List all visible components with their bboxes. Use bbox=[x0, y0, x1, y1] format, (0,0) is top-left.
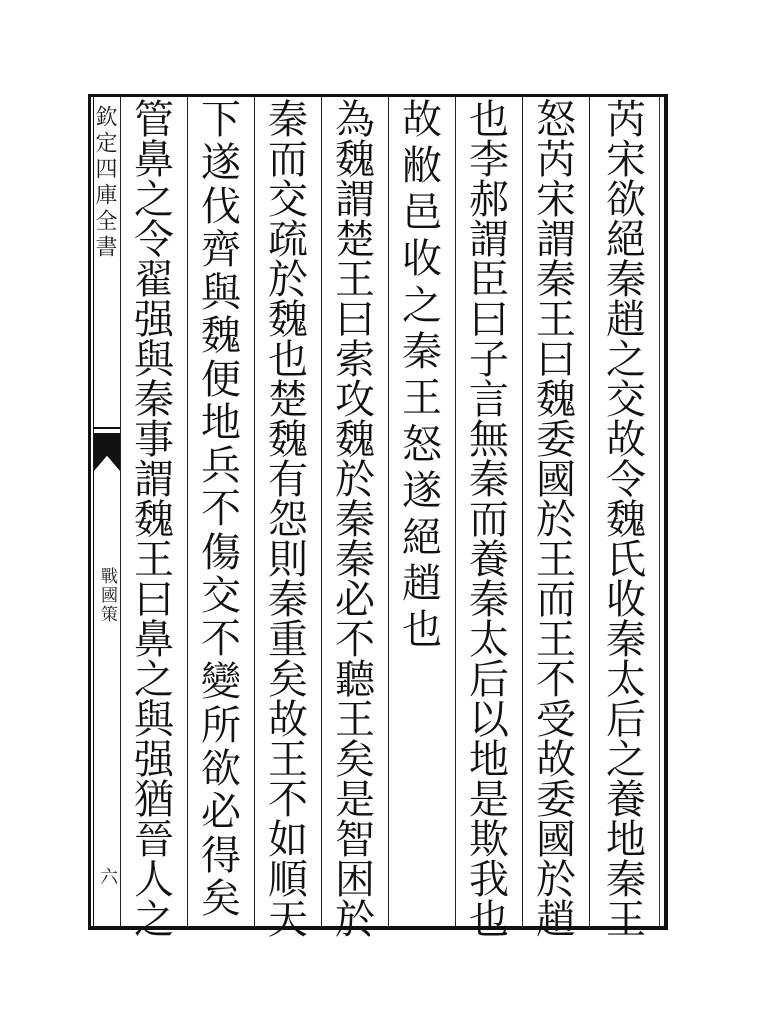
column-character: 而 bbox=[536, 577, 576, 623]
column-character: 而 bbox=[469, 497, 509, 543]
gutter-book-title: 戰國策 bbox=[97, 567, 117, 624]
column-character: 令 bbox=[134, 217, 174, 263]
column-character: 重 bbox=[268, 617, 308, 663]
column-character: 是 bbox=[469, 777, 509, 823]
column-character: 故 bbox=[268, 697, 308, 743]
column-character: 翟 bbox=[134, 257, 174, 303]
gutter-banxin bbox=[94, 97, 120, 926]
column-character: 曰 bbox=[134, 577, 174, 623]
column-character: 兵 bbox=[201, 443, 241, 490]
column-character: 於 bbox=[268, 257, 308, 303]
column-character: 傷 bbox=[201, 529, 241, 576]
column-character: 索 bbox=[335, 337, 375, 383]
frame-top-border bbox=[88, 94, 668, 97]
column-character: 欲 bbox=[201, 745, 241, 792]
column-character: 於 bbox=[536, 497, 576, 543]
column-divider bbox=[589, 97, 590, 926]
column-character: 后 bbox=[469, 657, 509, 703]
gutter-title: 欽定四庫全書 bbox=[92, 105, 117, 261]
column-character: 魏 bbox=[268, 297, 308, 343]
column-character: 也 bbox=[268, 337, 308, 383]
column-character: 必 bbox=[335, 577, 375, 623]
column-character: 也 bbox=[402, 607, 442, 654]
column-character: 不 bbox=[268, 777, 308, 823]
column-character: 故 bbox=[536, 737, 576, 783]
column-character: 是 bbox=[335, 777, 375, 823]
column-character: 王 bbox=[402, 375, 442, 422]
column-character: 秦 bbox=[268, 97, 308, 143]
column-character: 地 bbox=[469, 737, 509, 783]
column-character: 趙 bbox=[402, 560, 442, 607]
column-character: 交 bbox=[606, 377, 646, 423]
column-character: 曰 bbox=[536, 337, 576, 383]
column-character: 猶 bbox=[134, 777, 174, 823]
column-character: 便 bbox=[201, 356, 241, 403]
frame-right-border bbox=[664, 94, 668, 930]
column-character: 不 bbox=[335, 617, 375, 663]
column-character: 委 bbox=[536, 777, 576, 823]
column-character: 謂 bbox=[536, 217, 576, 263]
column-character: 鼻 bbox=[134, 137, 174, 183]
column-character: 王 bbox=[134, 537, 174, 583]
column-divider bbox=[388, 97, 389, 926]
column-character: 王 bbox=[335, 257, 375, 303]
column-character: 地 bbox=[606, 817, 646, 863]
text-column-5 bbox=[329, 97, 381, 943]
column-character: 之 bbox=[402, 282, 442, 329]
column-character: 絕 bbox=[606, 217, 646, 263]
column-character: 國 bbox=[536, 457, 576, 503]
column-character: 絕 bbox=[402, 514, 442, 561]
column-character: 秦 bbox=[268, 577, 308, 623]
column-character: 受 bbox=[536, 697, 576, 743]
column-divider bbox=[120, 97, 121, 926]
column-character: 之 bbox=[606, 337, 646, 383]
column-character: 與 bbox=[201, 270, 241, 317]
column-character: 聽 bbox=[335, 657, 375, 703]
column-character: 王 bbox=[536, 537, 576, 583]
column-character: 於 bbox=[335, 457, 375, 503]
column-character: 魏 bbox=[201, 313, 241, 360]
column-character: 秦 bbox=[606, 617, 646, 663]
column-character: 鼻 bbox=[134, 617, 174, 663]
column-character: 后 bbox=[606, 697, 646, 743]
column-character: 郝 bbox=[469, 177, 509, 223]
column-character: 趙 bbox=[536, 897, 576, 943]
column-character: 智 bbox=[335, 817, 375, 863]
column-character: 邑 bbox=[402, 189, 442, 236]
column-character: 言 bbox=[469, 377, 509, 423]
column-character: 交 bbox=[268, 177, 308, 223]
column-character: 欲 bbox=[606, 177, 646, 223]
column-character: 順 bbox=[268, 857, 308, 903]
column-character: 秦 bbox=[606, 257, 646, 303]
text-column-6 bbox=[262, 97, 314, 943]
column-character: 地 bbox=[201, 399, 241, 446]
column-character: 故 bbox=[606, 417, 646, 463]
text-column-1 bbox=[600, 97, 652, 943]
column-character: 秦 bbox=[469, 457, 509, 503]
text-column-7 bbox=[195, 97, 247, 922]
column-character: 得 bbox=[201, 832, 241, 879]
column-character: 我 bbox=[469, 857, 509, 903]
column-character: 養 bbox=[469, 537, 509, 583]
column-character: 芮 bbox=[606, 97, 646, 143]
column-character: 氏 bbox=[606, 537, 646, 583]
column-character: 則 bbox=[268, 537, 308, 583]
column-character: 管 bbox=[134, 97, 174, 143]
column-character: 王 bbox=[335, 697, 375, 743]
column-character: 之 bbox=[134, 657, 174, 703]
column-character: 以 bbox=[469, 697, 509, 743]
column-character: 趙 bbox=[606, 297, 646, 343]
fishtail-line bbox=[94, 427, 120, 429]
column-character: 於 bbox=[335, 897, 375, 943]
column-character: 困 bbox=[335, 857, 375, 903]
column-character: 太 bbox=[606, 657, 646, 703]
column-character: 與 bbox=[134, 697, 174, 743]
text-column-3 bbox=[463, 97, 515, 943]
column-divider bbox=[254, 97, 255, 926]
column-character: 也 bbox=[469, 97, 509, 143]
column-character: 遂 bbox=[201, 140, 241, 187]
column-character: 秦 bbox=[536, 257, 576, 303]
column-divider bbox=[522, 97, 523, 926]
text-column-2 bbox=[530, 97, 582, 943]
column-character: 國 bbox=[536, 817, 576, 863]
column-character: 曰 bbox=[335, 297, 375, 343]
column-character: 之 bbox=[606, 737, 646, 783]
column-character: 委 bbox=[536, 417, 576, 463]
column-character: 變 bbox=[201, 659, 241, 706]
column-character: 魏 bbox=[536, 377, 576, 423]
column-character: 怒 bbox=[536, 97, 576, 143]
column-character: 秦 bbox=[469, 577, 509, 623]
column-character: 不 bbox=[536, 657, 576, 703]
column-character: 矣 bbox=[335, 737, 375, 783]
column-character: 魏 bbox=[268, 417, 308, 463]
column-character: 謂 bbox=[134, 457, 174, 503]
frame-right-inner-border bbox=[659, 96, 660, 926]
column-character: 王 bbox=[268, 737, 308, 783]
column-character: 而 bbox=[268, 137, 308, 183]
column-character: 如 bbox=[268, 817, 308, 863]
gutter-page-number: 六 bbox=[97, 867, 118, 885]
column-character: 於 bbox=[536, 857, 576, 903]
column-character: 秦 bbox=[606, 857, 646, 903]
column-character: 怨 bbox=[268, 497, 308, 543]
column-character: 有 bbox=[268, 457, 308, 503]
column-character: 事 bbox=[134, 417, 174, 463]
fishtail-mark bbox=[94, 433, 120, 471]
column-divider bbox=[321, 97, 322, 926]
column-character: 秦 bbox=[134, 377, 174, 423]
column-character: 王 bbox=[536, 617, 576, 663]
column-character: 疏 bbox=[268, 217, 308, 263]
column-character: 養 bbox=[606, 777, 646, 823]
column-character: 宋 bbox=[606, 137, 646, 183]
column-character: 謂 bbox=[335, 177, 375, 223]
column-character: 子 bbox=[469, 337, 509, 383]
column-character: 伐 bbox=[201, 183, 241, 230]
column-character: 王 bbox=[536, 297, 576, 343]
text-column-8 bbox=[128, 97, 180, 943]
column-character: 强 bbox=[134, 737, 174, 783]
column-character: 魏 bbox=[134, 497, 174, 543]
column-character: 與 bbox=[134, 337, 174, 383]
column-character: 謂 bbox=[469, 217, 509, 263]
column-character: 所 bbox=[201, 702, 241, 749]
column-character: 楚 bbox=[268, 377, 308, 423]
column-character: 人 bbox=[134, 857, 174, 903]
column-character: 曰 bbox=[469, 297, 509, 343]
column-character: 王 bbox=[606, 897, 646, 943]
column-character: 令 bbox=[606, 457, 646, 503]
text-column-4 bbox=[396, 97, 448, 922]
column-character: 秦 bbox=[402, 328, 442, 375]
column-character: 魏 bbox=[335, 417, 375, 463]
column-character: 臣 bbox=[469, 257, 509, 303]
column-character: 故 bbox=[402, 97, 442, 143]
column-character: 矣 bbox=[268, 657, 308, 703]
column-character: 强 bbox=[134, 297, 174, 343]
column-character: 魏 bbox=[606, 497, 646, 543]
column-character: 太 bbox=[469, 617, 509, 663]
column-character: 齊 bbox=[201, 226, 241, 273]
column-character: 楚 bbox=[335, 217, 375, 263]
column-character: 宋 bbox=[536, 177, 576, 223]
column-character: 遂 bbox=[402, 468, 442, 515]
column-character: 怒 bbox=[402, 421, 442, 468]
column-character: 晉 bbox=[134, 817, 174, 863]
column-divider bbox=[455, 97, 456, 926]
column-character: 無 bbox=[469, 417, 509, 463]
column-character: 收 bbox=[402, 236, 442, 283]
column-character: 不 bbox=[201, 486, 241, 533]
column-character: 之 bbox=[134, 897, 174, 943]
column-character: 敝 bbox=[402, 143, 442, 190]
column-character: 收 bbox=[606, 577, 646, 623]
column-character: 魏 bbox=[335, 137, 375, 183]
frame-bottom-border bbox=[88, 926, 668, 930]
column-character: 欺 bbox=[469, 817, 509, 863]
column-character: 交 bbox=[201, 572, 241, 619]
column-character: 李 bbox=[469, 137, 509, 183]
column-character: 矣 bbox=[201, 875, 241, 922]
column-character: 必 bbox=[201, 789, 241, 836]
column-character: 為 bbox=[335, 97, 375, 143]
column-character: 之 bbox=[134, 177, 174, 223]
column-character: 芮 bbox=[536, 137, 576, 183]
column-character: 秦 bbox=[335, 497, 375, 543]
column-divider bbox=[187, 97, 188, 926]
column-character: 天 bbox=[268, 897, 308, 943]
column-character: 不 bbox=[201, 616, 241, 663]
column-character: 秦 bbox=[335, 537, 375, 583]
column-character: 攻 bbox=[335, 377, 375, 423]
column-character: 也 bbox=[469, 897, 509, 943]
column-character: 下 bbox=[201, 97, 241, 143]
